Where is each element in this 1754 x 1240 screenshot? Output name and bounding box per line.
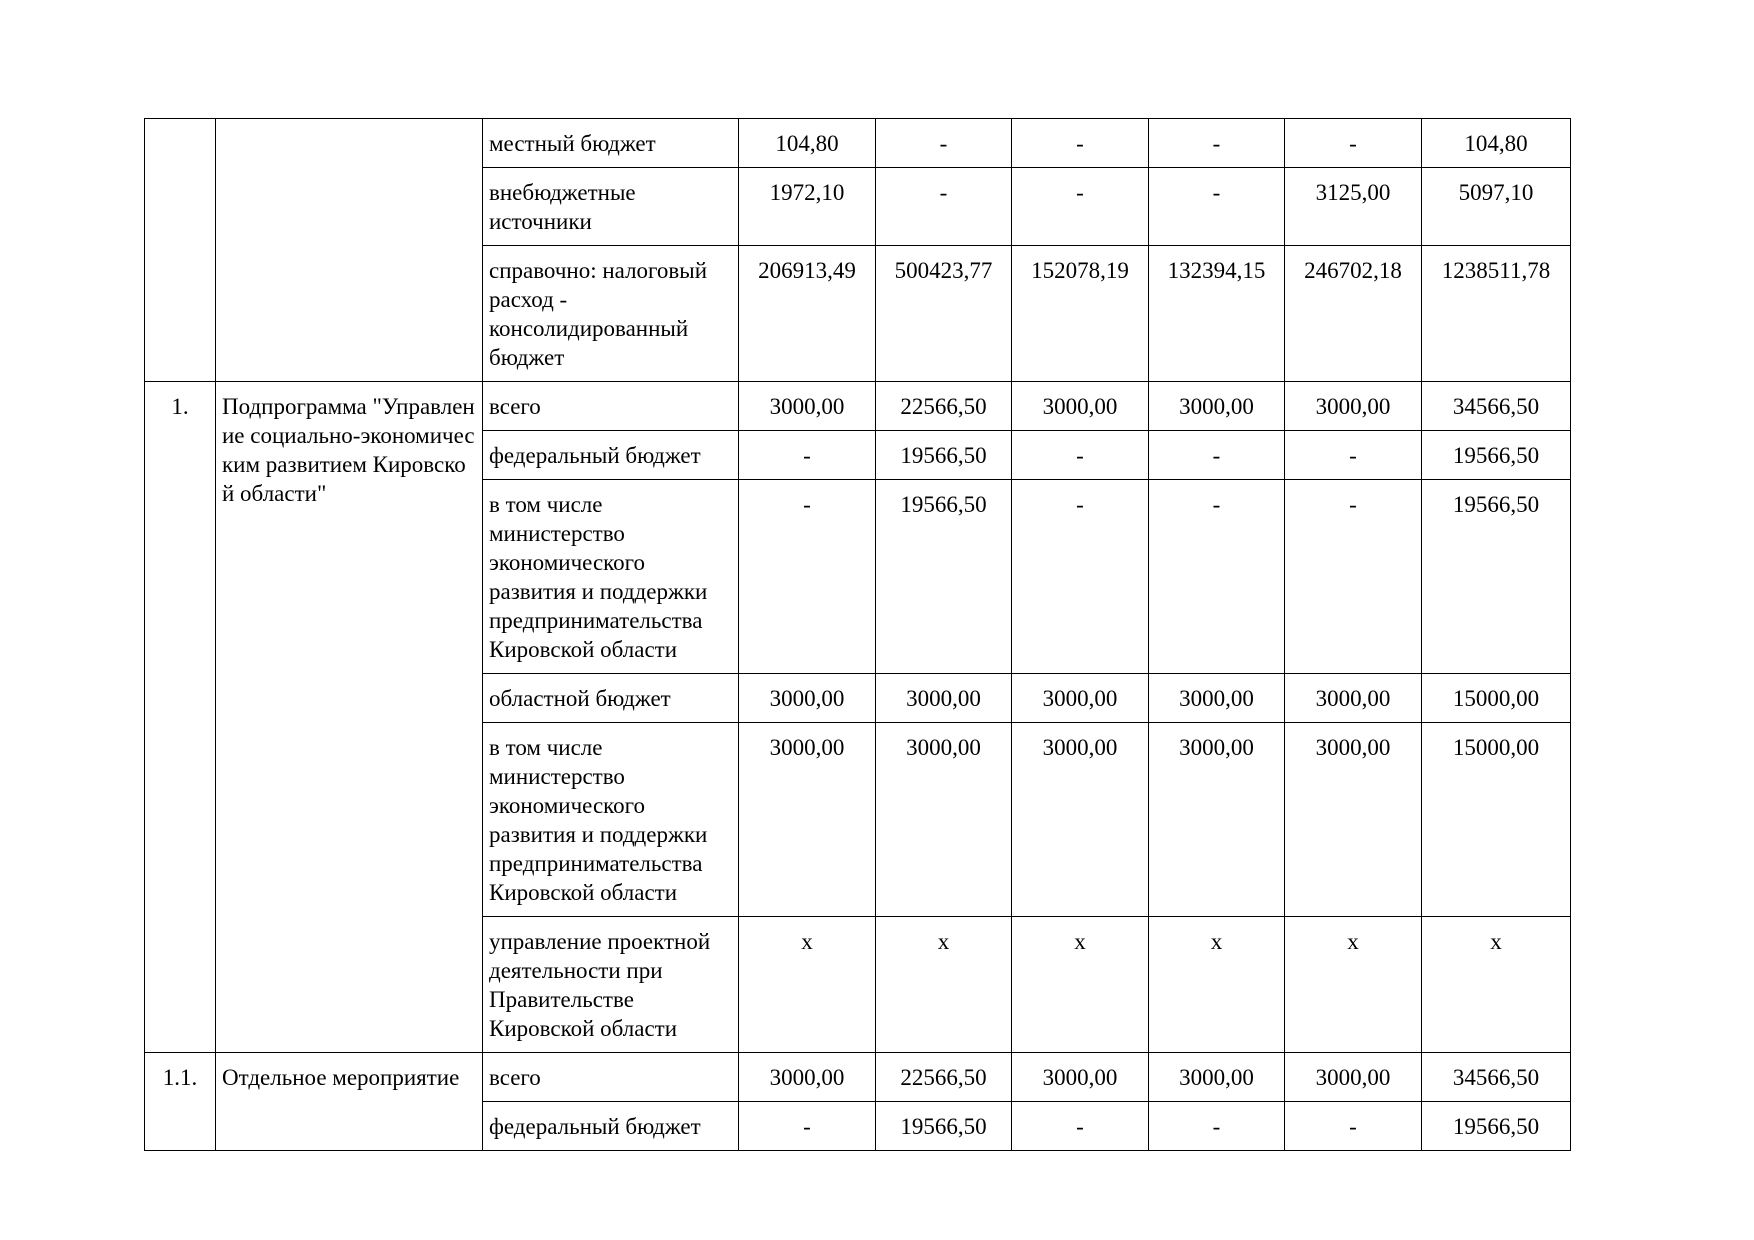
value-cell: 3000,00 (1285, 674, 1422, 723)
source-label: в том числе министерство экономического развития и поддержки предпринимательства Кировской области (483, 723, 739, 917)
value-cell: 3000,00 (1012, 382, 1149, 431)
total-cell: 5097,10 (1422, 168, 1571, 246)
source-label: управление проектной деятельности при Правительстве Кировской области (483, 917, 739, 1053)
value-cell: 3000,00 (1285, 723, 1422, 917)
total-cell: 19566,50 (1422, 431, 1571, 480)
value-cell: 152078,19 (1012, 246, 1149, 382)
value-cell: 3000,00 (1149, 1053, 1285, 1102)
value-cell: 3000,00 (1285, 382, 1422, 431)
value-cell: - (1012, 119, 1149, 168)
value-cell: 104,80 (739, 119, 876, 168)
value-cell: - (1285, 431, 1422, 480)
value-cell: 22566,50 (876, 1053, 1012, 1102)
value-cell: - (1285, 480, 1422, 674)
value-cell: - (739, 431, 876, 480)
value-cell: - (1149, 119, 1285, 168)
value-cell: - (1012, 1102, 1149, 1151)
row-index: 1.1. (145, 1053, 216, 1151)
value-cell: 500423,77 (876, 246, 1012, 382)
value-cell: 3000,00 (739, 674, 876, 723)
value-cell: - (739, 480, 876, 674)
value-cell: 3000,00 (1012, 723, 1149, 917)
value-cell: - (1149, 1102, 1285, 1151)
total-cell: 1238511,78 (1422, 246, 1571, 382)
value-cell: 246702,18 (1285, 246, 1422, 382)
value-cell: 3000,00 (1149, 382, 1285, 431)
total-cell: 15000,00 (1422, 674, 1571, 723)
value-cell: - (739, 1102, 876, 1151)
total-cell: 19566,50 (1422, 480, 1571, 674)
value-cell: 3000,00 (1149, 723, 1285, 917)
budget-table (144, 118, 1571, 1151)
source-label: федеральный бюджет (483, 431, 739, 480)
value-cell: x (739, 917, 876, 1053)
total-cell: x (1422, 917, 1571, 1053)
value-cell: 3000,00 (876, 674, 1012, 723)
source-label: всего (483, 382, 739, 431)
value-cell: - (1012, 431, 1149, 480)
value-cell: x (1012, 917, 1149, 1053)
source-label: в том числе министерство экономического развития и поддержки предпринимательства Кировской области (483, 480, 739, 674)
value-cell: 19566,50 (876, 431, 1012, 480)
table-row (145, 119, 1571, 168)
value-cell: 22566,50 (876, 382, 1012, 431)
value-cell: 3000,00 (1012, 1053, 1149, 1102)
value-cell: 3000,00 (739, 723, 876, 917)
value-cell: x (1149, 917, 1285, 1053)
source-label: местный бюджет (483, 119, 739, 168)
value-cell: - (1012, 480, 1149, 674)
index-cell-empty (145, 119, 216, 382)
value-cell: 3000,00 (1285, 1053, 1422, 1102)
total-cell: 34566,50 (1422, 382, 1571, 431)
row-index: 1. (145, 382, 216, 1053)
value-cell: 19566,50 (876, 480, 1012, 674)
source-label: внебюджетные источники (483, 168, 739, 246)
value-cell: x (876, 917, 1012, 1053)
value-cell: 3000,00 (876, 723, 1012, 917)
value-cell: - (1285, 119, 1422, 168)
value-cell: - (876, 168, 1012, 246)
program-name: Отдельное мероприятие (216, 1053, 483, 1151)
value-cell: 1972,10 (739, 168, 876, 246)
value-cell: - (1149, 480, 1285, 674)
value-cell: 19566,50 (876, 1102, 1012, 1151)
program-cell-empty (216, 119, 483, 382)
value-cell: 3000,00 (1149, 674, 1285, 723)
total-cell: 19566,50 (1422, 1102, 1571, 1151)
value-cell: 3000,00 (739, 1053, 876, 1102)
value-cell: 132394,15 (1149, 246, 1285, 382)
value-cell: 3000,00 (1012, 674, 1149, 723)
value-cell: - (1149, 431, 1285, 480)
source-label: справочно: налоговый расход - консолидированный бюджет (483, 246, 739, 382)
value-cell: - (876, 119, 1012, 168)
value-cell: 3000,00 (739, 382, 876, 431)
table-row (145, 1053, 1571, 1102)
value-cell: 206913,49 (739, 246, 876, 382)
value-cell: 3125,00 (1285, 168, 1422, 246)
source-label: областной бюджет (483, 674, 739, 723)
source-label: федеральный бюджет (483, 1102, 739, 1151)
value-cell: - (1012, 168, 1149, 246)
program-name: Подпрограмма "Управление социально-экономическим развитием Кировской области" (216, 382, 483, 1053)
value-cell: - (1285, 1102, 1422, 1151)
total-cell: 15000,00 (1422, 723, 1571, 917)
value-cell: - (1149, 168, 1285, 246)
source-label: всего (483, 1053, 739, 1102)
total-cell: 104,80 (1422, 119, 1571, 168)
table-row (145, 382, 1571, 431)
total-cell: 34566,50 (1422, 1053, 1571, 1102)
value-cell: x (1285, 917, 1422, 1053)
